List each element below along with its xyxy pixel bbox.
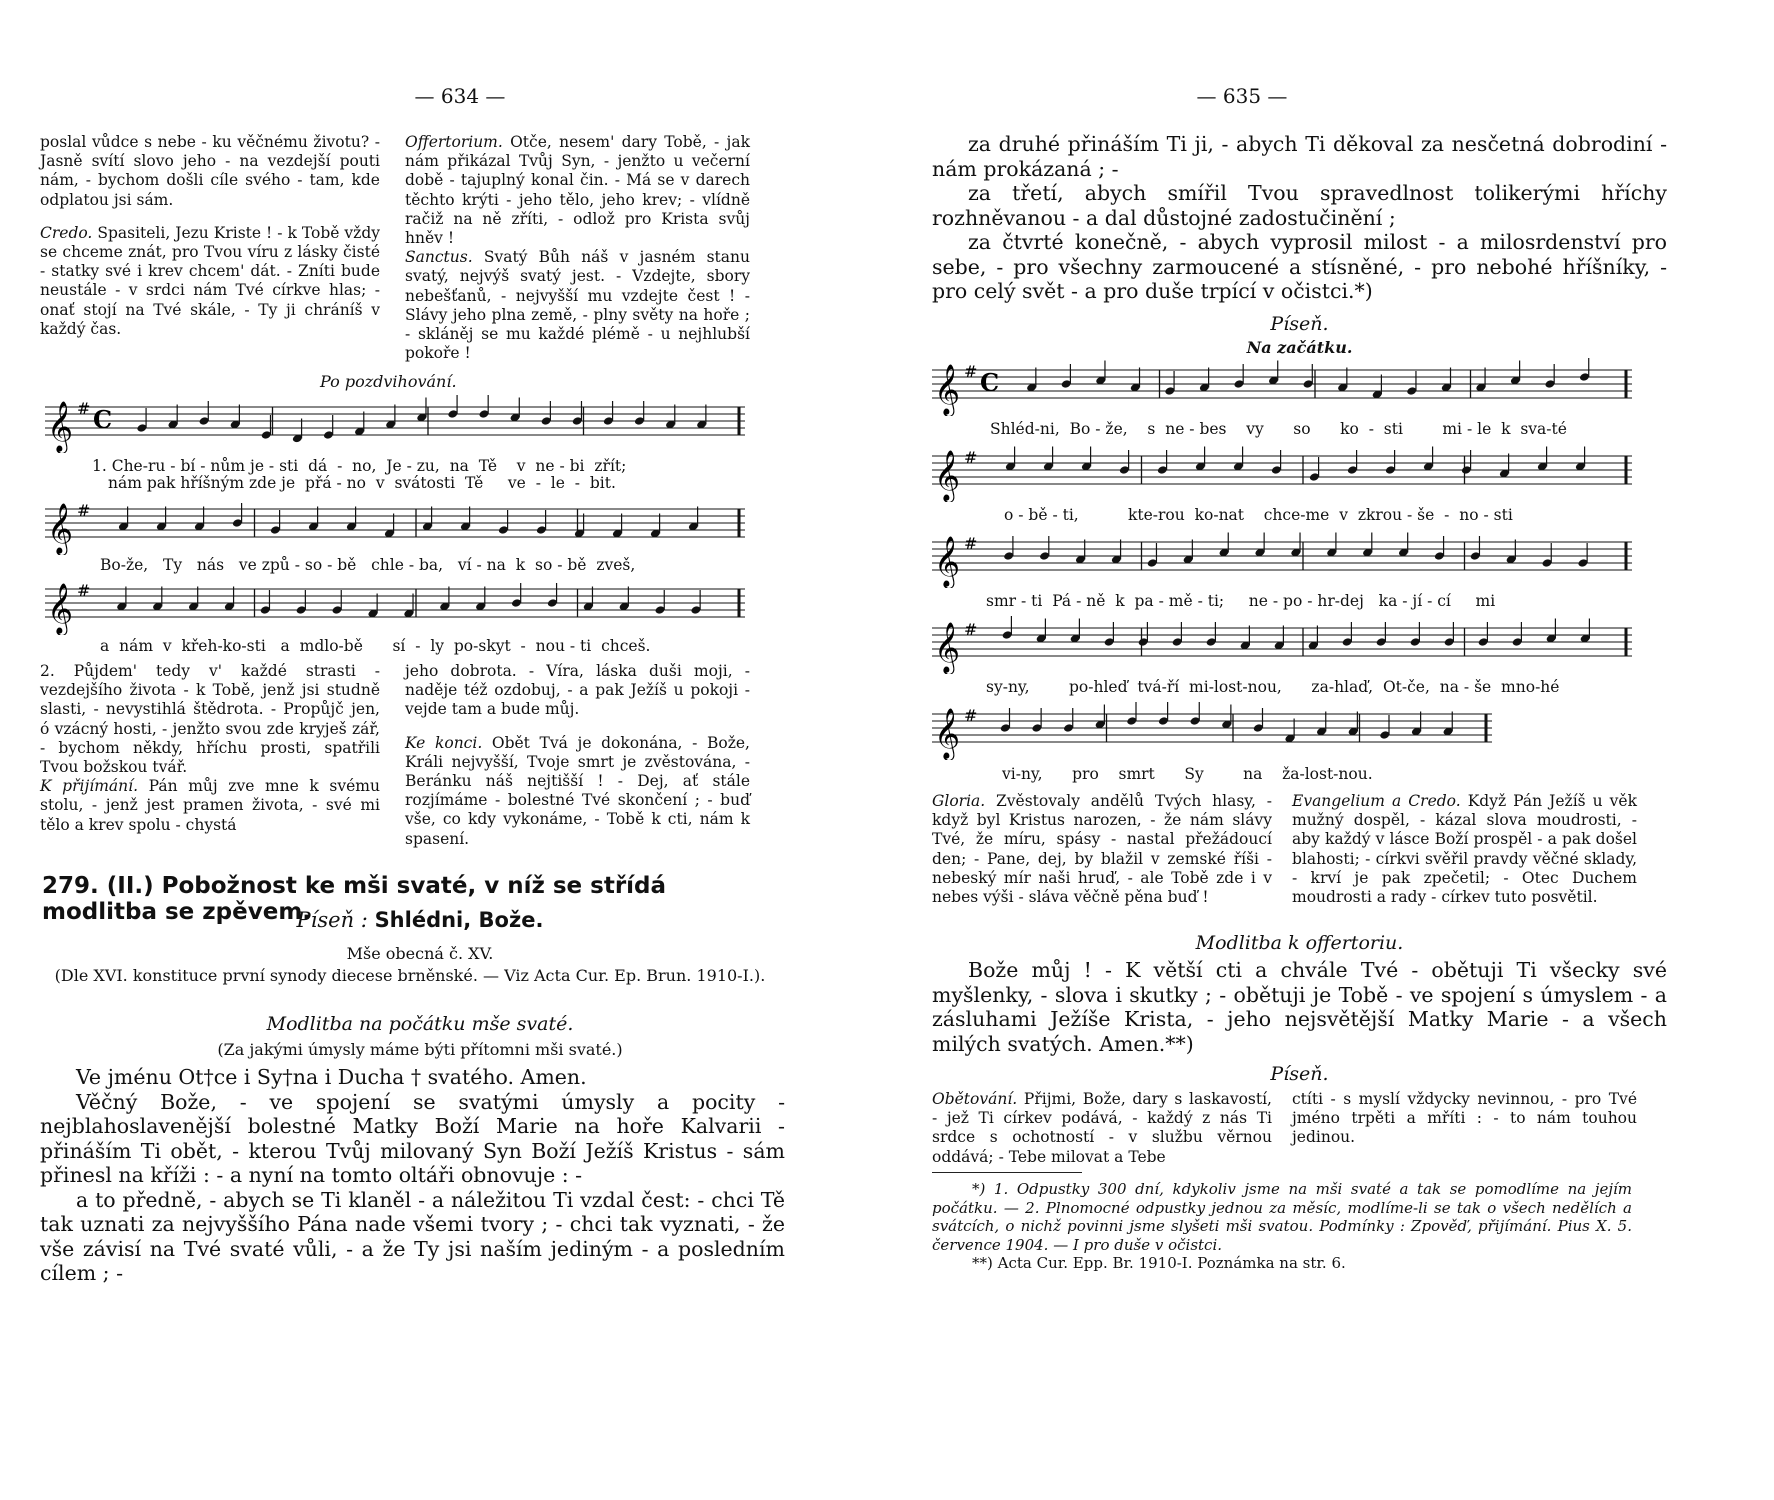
key-sharp: # (964, 706, 978, 725)
credo-label: Credo. (40, 223, 93, 242)
footnote-2: **) Acta Cur. Epp. Br. 1910-I. Poznámka na str. 6. (972, 1254, 1346, 1272)
time-signature: C (980, 368, 1000, 397)
key-sharp: # (77, 581, 91, 600)
gloria-paragraph (932, 792, 1272, 907)
modlitba-title: Modlitba na počátku mše svaté. (266, 1013, 574, 1035)
gloria-text: Zvěstovaly andělů Tvých hlasy, - když byl Kristus narozen, - že nám slávy Tvé, že míru, spásy - nastal přežádoucí den; - Pane, dej, by blažil v zemské říši - nebeský mír naši hruď, - ale Tobě zde i v nebes výši - sláva věčně pěna buď ! (932, 792, 1272, 907)
treble-clef: 𝄞 (934, 450, 961, 501)
key-sharp: # (77, 501, 91, 520)
music-staff-1 (45, 395, 745, 457)
evangelium-text: Když Pán Ježíš u věk mužný dospěl, - kázal slova moudrosti, - aby každý v lásce Boží prospěl - a pak došel blahosti; - církvi svěřil pravdy věčné sklady, - krví je pak zpečetil; - Otec Duchem moudrosti a rady - církev tuto posvětil. (1292, 792, 1637, 907)
right-staff-5 (932, 702, 1492, 764)
prijimani-label: K přijímání. (40, 777, 139, 796)
key-sharp: # (964, 534, 978, 553)
evangelium-label: Evangelium a Credo. (1292, 792, 1461, 810)
para-ctvrte: za čtvrté konečně, - abych vyprosil milost - a milosrdenství pro sebe, - pro všechny zarmoucené a stísněné, - pro nebohé hříšníky, - pro celý svět - a pro duše trpící v očistci.*) (932, 230, 1667, 303)
gloria-col (932, 792, 1272, 907)
prijimani-paragraph (40, 777, 380, 835)
pisen-right: Píseň. (1270, 313, 1329, 335)
staff-svg (932, 616, 1632, 674)
right-lyrics-4: sy-ny, po-hleď tvá-ří mi-lost-nou, za-hlaď, Ot-če, na - še mno-hé (986, 678, 1560, 696)
konci-label: Ke konci. (405, 733, 483, 752)
obetovani-b: ctíti - s myslí vždycky nevinnou, - pro Tvé jméno trpěti a mříti : - to nám touhou jedinou. (1292, 1090, 1637, 1147)
vecny-boze: Věčný Bože, - ve spojení se svatými úmysly a pocity - nejblahoslavenější bolestné Matky Boží Marie na hoře Kalvarii - přináším Ti obět, - kterou Tvůj milovaný Syn Boží Ježíš Kristus - sám přinesl na kříži : - a nyní na tomto oltáři obnovuje : - (40, 1089, 785, 1187)
boze-muj: Bože můj ! - K větší cti a chvále Tvé - obětuji Ti všecky své myšlenky, - slova i skutky ; - obětuji je Tobě - ve spojení s úmyslem - a zásluhami Ježíše Krista, - jeho nejsvětější Matky Marie - a všech milých svatých. Amen.**) (932, 958, 1667, 1056)
right-page (932, 0, 1742, 1500)
credo-text: Spasiteli, Jezu Kriste ! - k Tobě vždy se chceme znát, pro Tvou víru z lásky čisté - statky své i krev chcem' dát. - Zníti bude neustále - v srdci nám Tvé církve hlas; - onať stojí na Tvé skále, - Ty ji chráníš v každý čas. (40, 223, 380, 338)
pisen-heading (40, 908, 800, 932)
na-zacatku: Na začátku. (1246, 338, 1353, 357)
footnote-1: *) 1. Odpustky 300 dní, kdykoliv jsme na mši svaté a tak se pomodlíme na jejím počátku. — 2. Plnomocné odpustky jednou za měsíc, modlíme-li se tak o všech nedělích a svátcích, o nichž povinni jsme slyšeti mši svatou. Podmínky : Zpověď, přijímání. Pius X. 5. července 1904. — I pro duše v očistci. (932, 1180, 1632, 1254)
right-staff-2 (932, 444, 1632, 506)
page-number-635: — 635 — (1196, 84, 1288, 108)
credo-paragraph (40, 224, 380, 339)
dle-note: (Dle XVI. konstituce první synody diecese brněnské. — Viz Acta Cur. Ep. Brun. 1910-I.). (54, 966, 766, 985)
evangelium-col (1292, 792, 1637, 907)
pisen-label: Píseň : (296, 908, 368, 932)
footnotes (932, 1180, 1632, 1273)
left-col-verse2 (40, 662, 380, 835)
prijimani-text: Pán můj zve mne k svému stolu, - jenž jest pramen života, - své mi tělo a krev spolu - chystá (40, 777, 380, 834)
verse2-text: 2. Půjdem' tedy v' každé strasti - vezdejšího života - k Tobě, jenž jsi studně slasti, - nevystihlá štědrota. - Propůjč jen, ó vzácný hosti, - jenžto svou zde kryješ zář, - bychom někdy, hříchu prosti, spatřili Tvou božskou tvář. (40, 662, 380, 777)
left-col-verse2b (405, 662, 750, 849)
left-col-1 (40, 133, 380, 339)
music-staff-2 (45, 497, 745, 559)
staff-svg (932, 444, 1632, 502)
pisen-right-2: Píseň. (1270, 1063, 1329, 1085)
right-lyrics-3: smr - ti Pá - ně k pa - mě - ti; ne - po - hr-dej ka - jí - cí mi (986, 592, 1496, 610)
obetovani-col (932, 1090, 1272, 1167)
pisen-title: Shlédni, Bože. (374, 908, 544, 932)
para-druhe: za druhé přináším Ti ji, - abych Ti děkoval za nesčetná dobrodiní - nám prokázaná ; - (932, 132, 1667, 181)
gloria-label: Gloria. (932, 792, 986, 810)
left-col-2 (405, 133, 750, 363)
music-title: Po pozdvihování. (320, 372, 457, 391)
za-jakymi: (Za jakými úmysly máme býti přítomni mši svaté.) (217, 1040, 623, 1059)
staff-svg (932, 702, 1492, 760)
time-signature: C (93, 405, 113, 434)
right-staff-1 (932, 358, 1632, 420)
treble-clef: 𝄞 (47, 583, 74, 634)
offertorium-text: Otče, nesem' dary Tobě, - jak nám přikázal Tvůj Syn, - jenžto u večerní době - tajuplný konal čin. - Má se v darech těchto krýti - jeho tělo, jeho krev; - vlídně račiž na ně zříti, - odlož pro Krista svůj hněv ! (405, 133, 750, 248)
treble-clef: 𝄞 (47, 401, 74, 452)
section-heading: 279. (II.) Pobožnost ke mši svaté, v níž se střídá modlitba se zpěvem. (42, 873, 667, 925)
right-lyrics-2: o - bě - ti, kte-rou ko-nat chce-me v zkrou - še - no - sti (1004, 506, 1513, 524)
treble-clef: 𝄞 (47, 503, 74, 554)
right-lyrics-1: Shléd-ni, Bo - že, s ne - bes vy so ko - sti mi - le k sva-té (990, 420, 1567, 438)
key-sharp: # (964, 620, 978, 639)
konci-paragraph (405, 734, 750, 849)
treble-clef: 𝄞 (934, 622, 961, 673)
staff-svg (932, 358, 1632, 416)
lyrics-line3: a nám v křeh-ko-sti a mdlo-bě sí - ly po-skyt - nou - ti chceš. (100, 637, 651, 655)
footnote-rule (932, 1172, 1082, 1173)
lyrics-verse1a: 1. Che-ru - bí - nům je - sti dá - no, Je - zu, na Tě v ne - bi zřít; (92, 457, 627, 475)
key-sharp: # (964, 362, 978, 381)
right-staff-4 (932, 616, 1632, 678)
ve-jmenu: Ve jménu Ot†ce i Sy†na i Ducha † svatého. Amen. (76, 1065, 587, 1089)
mse-obecna: Mše obecná č. XV. (346, 944, 494, 963)
treble-clef: 𝄞 (934, 364, 961, 415)
right-lyrics-5: vi-ny, pro smrt Sy na ža-lost-nou. (1002, 765, 1373, 783)
verse2b-text: jeho dobrota. - Víra, láska duši moji, - naděje též ozdobuj, - a pak Ježíš u pokoji - vejde tam a bude můj. (405, 662, 750, 719)
staff-svg (45, 577, 745, 635)
left-page (40, 0, 880, 1500)
modlitba-offertoriu: Modlitba k offertoriu. (1195, 932, 1404, 954)
prayer-body (40, 1065, 785, 1286)
right-prayer (932, 132, 1667, 304)
text-block: poslal vůdce s nebe - ku věčnému životu? - Jasně svítí slovo jeho - na vezdejší pouti nám, - bychom došli cíle svého - tam, kde odplatou jsi sám. (40, 133, 380, 209)
sanctus-paragraph (405, 248, 750, 363)
evangelium-paragraph (1292, 792, 1637, 907)
obetovani-label: Obětování. (932, 1090, 1018, 1108)
page-number-634: — 634 — (414, 84, 506, 108)
konci-text: Obět Tvá je dokonána, - Bože, Králi nejvyšší, Tvoje smrt je zvěstována, - Beránku náš nejtišší ! - Dej, ať stále rozjímáme - bolestné Tvé skončení ; - buď vše, co kdy vykonáme, - Tobě k cti, nám k spasení. (405, 733, 750, 848)
boze-muj-block (932, 958, 1667, 1056)
music-staff-3 (45, 577, 745, 639)
lyrics-verse1b: nám pak hříšným zde je přá - no v svátosti Tě ve - le - bit. (108, 474, 616, 492)
obetovani-col-b (1292, 1090, 1637, 1148)
key-sharp: # (77, 399, 91, 418)
a-to-predne: a to předně, - abych se Ti klaněl - a náležitou Ti vzdal čest: - chci Tě tak uznati za nejvyššího Pána nade všemi tvory ; - chci tak vyznati, - že vše závisí na Tvé svaté vůli, - a že Ty jsi naším jediným - a posledním cílem ; - (40, 1187, 785, 1285)
staff-svg (932, 530, 1632, 588)
treble-clef: 𝄞 (934, 708, 961, 759)
staff-svg (45, 497, 745, 555)
lyrics-line2: Bo-že, Ty nás ve způ - so - bě chle - ba, ví - na k so - bě zveš, (100, 556, 636, 574)
offertorium-paragraph (405, 133, 750, 248)
key-sharp: # (964, 448, 978, 467)
treble-clef: 𝄞 (934, 536, 961, 587)
sanctus-label: Sanctus. (405, 248, 473, 267)
obetovani-text: Přijmi, Bože, dary s laskavostí, - jež Ti církev podává, - každý z nás Ti srdce s ochotností - v službu věrnou oddává; - Tebe milovat a Tebe (932, 1090, 1272, 1166)
staff-svg (45, 395, 745, 453)
obetovani-paragraph (932, 1090, 1272, 1167)
right-staff-3 (932, 530, 1632, 592)
offertorium-label: Offertorium. (405, 133, 503, 151)
sanctus-text: Svatý Bůh náš v jasném stanu svatý, nejvýš svatý jest. - Vzdejte, sbory nebešťanů, - nejvyšší mu vzdejte čest ! - Slávy jeho plna země, - plny světy na hoře ; - skláněj se mu každé plémě - u nejhlubší pokoře ! (405, 248, 750, 363)
para-treti: za třetí, abych smířil Tvou spravedlnost tolikerými hříchy rozhněvanou - a dal důstojné zadostučinění ; (932, 181, 1667, 230)
